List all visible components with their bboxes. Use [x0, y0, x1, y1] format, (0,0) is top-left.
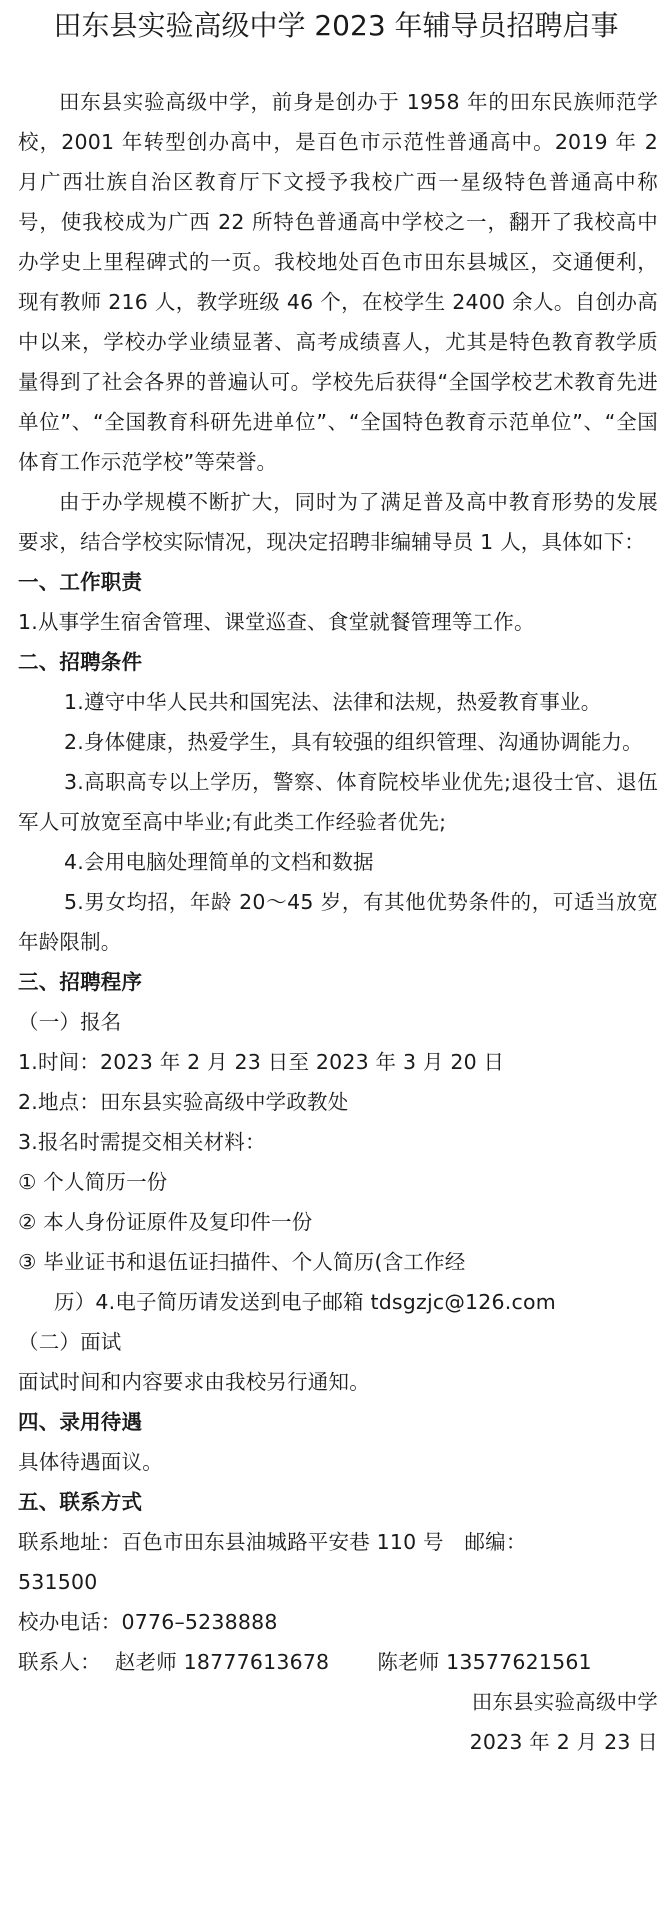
contact-label: 联系人： [18, 1650, 101, 1674]
contact-postcode: 531500 [18, 1570, 98, 1594]
page-title: 田东县实验高级中学 2023 年辅导员招聘启事 [53, 9, 619, 42]
section-heading-requirements: 二、招聘条件 [18, 650, 143, 674]
material-item: ③ 毕业证书和退伍证扫描件、个人简历(含工作经 [18, 1250, 466, 1274]
signature-date: 2023 年 2 月 23 日 [469, 1730, 658, 1754]
contact-people [18, 1642, 658, 1682]
registration-materials: 3.报名时需提交相关材料： [18, 1130, 266, 1154]
notice-body [18, 82, 658, 1762]
section-heading-benefits: 四、录用待遇 [18, 1410, 143, 1434]
benefits-text: 具体待遇面议。 [18, 1450, 163, 1474]
subheading-registration: （一）报名 [18, 1010, 122, 1034]
section-heading-duties: 一、工作职责 [18, 570, 143, 594]
section-heading-procedure: 三、招聘程序 [18, 970, 143, 994]
contact-zhao: 赵老师 18777613678 [114, 1650, 330, 1674]
interview-text: 面试时间和内容要求由我校另行通知。 [18, 1370, 370, 1394]
requirement-item: 5.男女均招，年龄 20～45 岁，有其他优势条件的，可适当放宽年龄限制。 [18, 890, 658, 954]
material-item: ① 个人简历一份 [18, 1170, 168, 1194]
subheading-interview: （二）面试 [18, 1330, 122, 1354]
email-line: 历）4.电子简历请发送到电子邮箱 tdsgzjc@126.com [54, 1290, 556, 1314]
requirement-item: 1.遵守中华人民共和国宪法、法律和法规，热爱教育事业。 [64, 690, 602, 714]
purpose-paragraph: 由于办学规模不断扩大，同时为了满足普及高中教育形势的发展要求，结合学校实际情况，现决定招聘非编辅导员 1 人，具体如下： [18, 490, 658, 554]
requirement-item: 3.高职高专以上学历，警察、体育院校毕业优先;退役士官、退伍军人可放宽至高中毕业;有此类工作经验者优先; [18, 770, 658, 834]
signature-org: 田东县实验高级中学 [471, 1690, 658, 1714]
registration-place: 2.地点：田东县实验高级中学政教处 [18, 1090, 349, 1114]
contact-phone: 校办电话：0776–5238888 [18, 1610, 278, 1634]
duty-item: 1.从事学生宿舍管理、课堂巡查、食堂就餐管理等工作。 [18, 610, 535, 634]
section-heading-contact: 五、联系方式 [18, 1490, 143, 1514]
contact-chen: 陈老师 13577621561 [377, 1650, 592, 1674]
intro-paragraph: 田东县实验高级中学，前身是创办于 1958 年的田东民族师范学校，2001 年转型创办高中，是百色市示范性普通高中。2019 年 2 月广西壮族自治区教育厅下文授予我校广西一星级特色普通高中称号，使我校成为广西 22 所特色普通高中学校之一，翻开了我校高中办学史上里程碑式的一页。我校地处百色市田东县城区，交通便利，现有教师 216 人，教学班级 46 个，在校学生 2400 余人。自创办高中以来，学校办学业绩显著、高考成绩喜人，尤其是特色教育教学质量得到了社会各界的普遍认可。学校先后获得“全国学校艺术教育先进单位”、“全国教育科研先进单位”、“全国特色教育示范单位”、“全国体育工作示范学校”等荣誉。 [18, 90, 658, 474]
requirement-item: 2.身体健康，热爱学生，具有较强的组织管理、沟通协调能力。 [64, 730, 643, 754]
contact-address: 联系地址：百色市田东县油城路平安巷 110 号 邮编： [18, 1530, 527, 1554]
registration-time: 1.时间：2023 年 2 月 23 日至 2023 年 3 月 20 日 [18, 1050, 505, 1074]
material-item: ② 本人身份证原件及复印件一份 [18, 1210, 313, 1234]
requirement-item: 4.会用电脑处理简单的文档和数据 [64, 850, 374, 874]
